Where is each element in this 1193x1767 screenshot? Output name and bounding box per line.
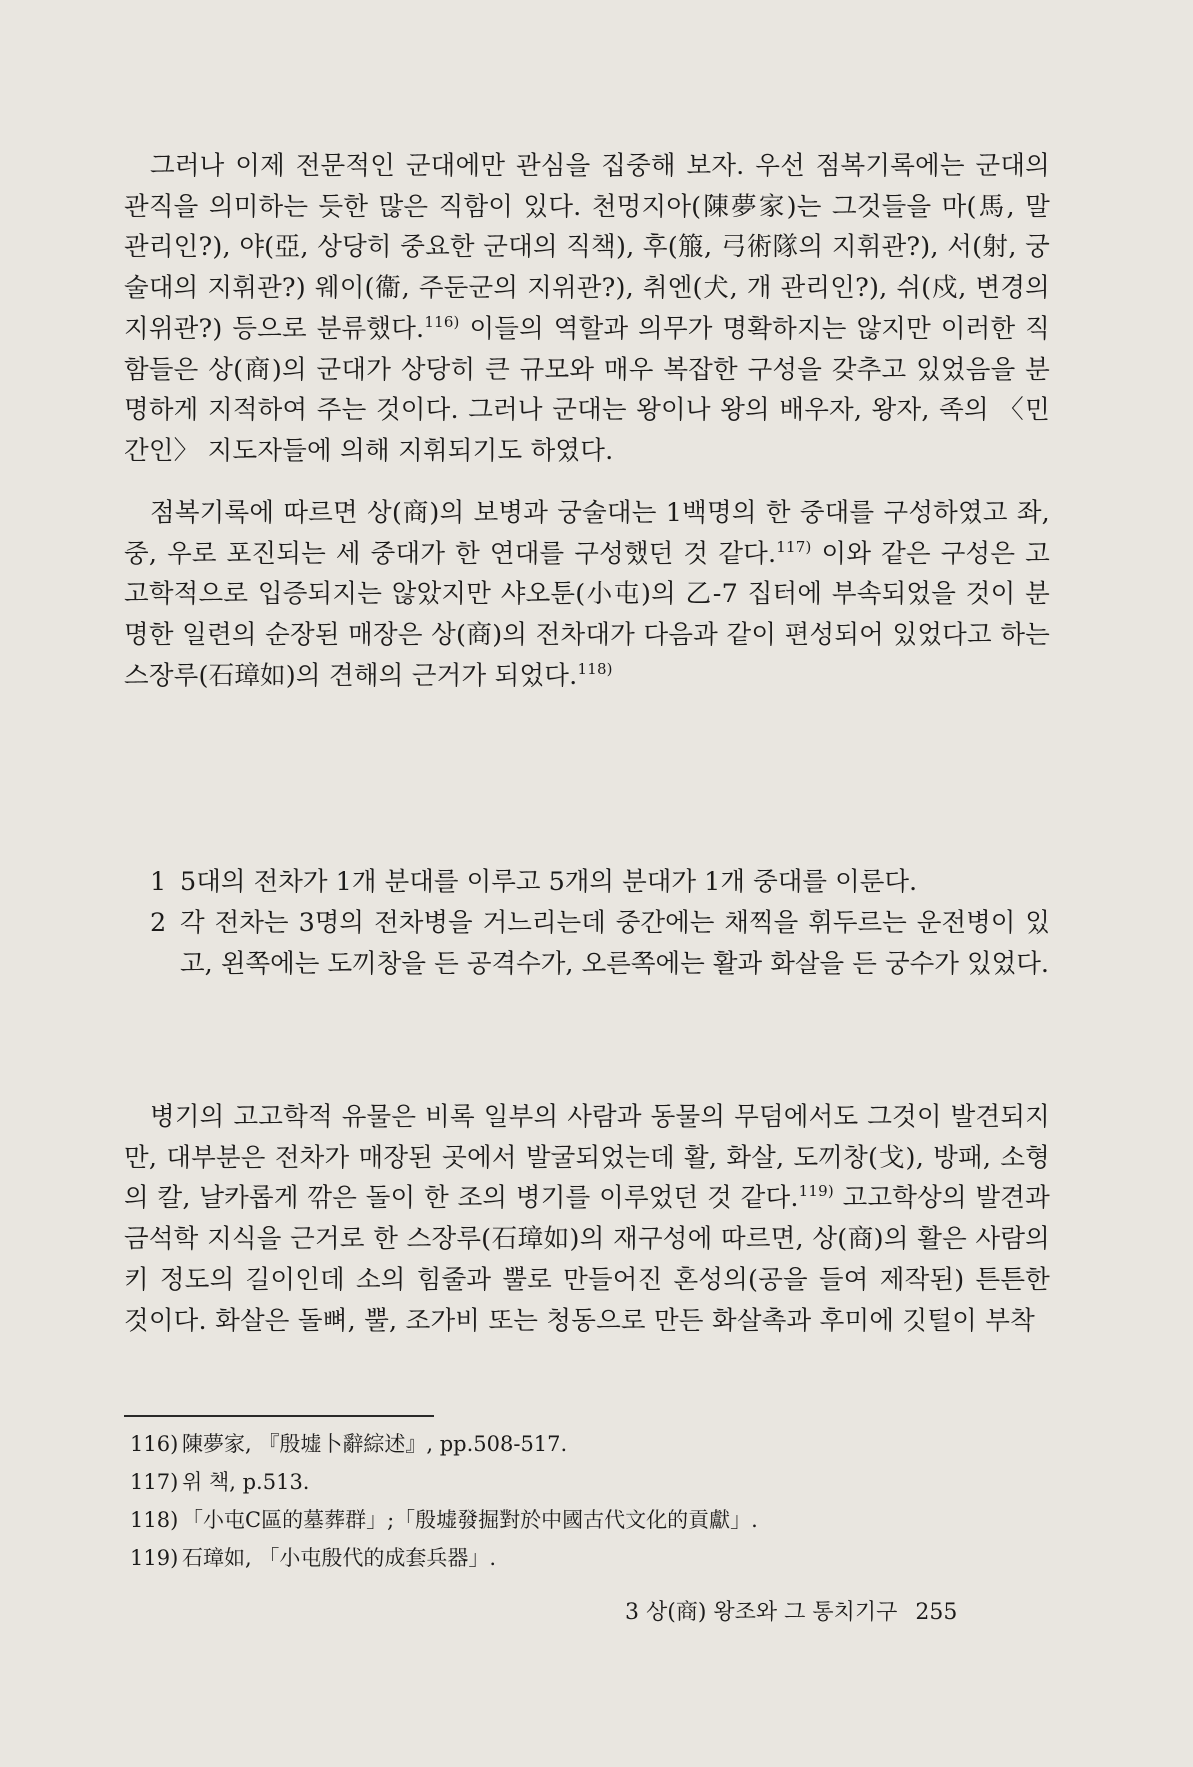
footnote-ref-118: 118) <box>577 659 613 678</box>
footnote-ref-119: 119) <box>798 1182 834 1201</box>
numbered-list <box>150 862 1050 985</box>
list-item <box>150 903 1050 985</box>
footnote-text: 「小屯C區的墓葬群」;「殷墟發掘對於中國古代文化的貢獻」. <box>182 1508 758 1532</box>
body-paragraph-1 <box>124 146 1050 472</box>
page-number: 255 <box>915 1600 958 1625</box>
footnote-number: 117) <box>130 1470 179 1494</box>
footnote-number: 119) <box>130 1546 179 1570</box>
footnote-text: 陳夢家, 『殷墟卜辭綜述』, pp.508-517. <box>182 1432 568 1456</box>
list-text: 각 전차는 3명의 전차병을 거느리는데 중간에는 채찍을 휘두르는 운전병이 있고, 왼쪽에는 도끼창을 든 공격수가, 오른쪽에는 활과 화살을 든 궁수가 있었다. <box>180 908 1050 979</box>
list-item <box>150 862 1050 903</box>
paragraph-text: 점복기록에 따르면 상(商)의 보병과 궁술대는 1백명의 한 중대를 구성하였고 좌, 중, 우로 포진되는 세 중대가 한 연대를 구성했던 것 같다. <box>124 498 1050 569</box>
list-number: 2 <box>150 908 167 938</box>
footnote-ref-116: 116) <box>424 312 460 331</box>
footnote-number: 116) <box>130 1432 179 1456</box>
body-paragraph-2 <box>124 493 1050 697</box>
footnote <box>130 1463 1030 1501</box>
paragraph-text: 이들의 역할과 의무가 명확하지는 않지만 이러한 직함들은 상(商)의 군대가 상당히 큰 규모와 매우 복잡한 구성을 갖추고 있었음을 분명하게 지적하여 주는 것이다. 그러나 군대는 왕이나 왕의 배우자, 왕자, 족의 〈민간인〉 지도자들에 의해 지휘되기도 하였다. <box>124 313 1050 466</box>
paragraph-text: 고고학상의 발견과 금석학 지식을 근거로 한 스장루(石璋如)의 재구성에 따르면, 상(商)의 활은 사람의 키 정도의 길이인데 소의 힘줄과 뿔로 만들어진 혼성의(공을 들여 제작된) 튼튼한 것이다. 화살은 돌뼈, 뿔, 조가비 또는 청동으로 만든 화살촉과 후미에 깃털이 부착 <box>124 1183 1050 1336</box>
paragraph-text: 그러나 이제 전문적인 군대에만 관심을 집중해 보자. 우선 점복기록에는 군대의 관직을 의미하는 듯한 많은 직함이 있다. 천멍지아(陳夢家)는 그것들을 마(馬, 말 관리인?), 야(亞, 상당히 중요한 군대의 직책), 후(箙, 弓術隊의 지휘관?), 서(射, 궁술대의 지휘관?) 웨이(衞, 주둔군의 지위관?), 취엔(犬, 개 관리인?), 쉬(戍, 변경의 지위관?) 등으로 분류했다. <box>124 151 1050 344</box>
footnote-divider <box>124 1415 434 1417</box>
footnote <box>130 1539 1030 1577</box>
body-paragraph-3 <box>124 1097 1050 1341</box>
chapter-title: 3 상(商) 왕조와 그 통치기구 <box>625 1600 898 1625</box>
paragraph-text: 이와 같은 구성은 고고학적으로 입증되지는 않았지만 샤오툰(小屯)의 乙-7 집터에 부속되었을 것이 분명한 일련의 순장된 매장은 상(商)의 전차대가 다음과 같이 편성되어 있었다고 하는 스장루(石璋如)의 견해의 근거가 되었다. <box>124 538 1050 691</box>
footnote-number: 118) <box>130 1508 179 1532</box>
paragraph-text: 병기의 고고학적 유물은 비록 일부의 사람과 동물의 무덤에서도 그것이 발견되지만, 대부분은 전차가 매장된 곳에서 발굴되었는데 활, 화살, 도끼창(戈), 방패, 소형의 칼, 날카롭게 깎은 돌이 한 조의 병기를 이루었던 것 같다. <box>124 1102 1050 1214</box>
footnote <box>130 1501 1030 1539</box>
list-text: 5대의 전차가 1개 분대를 이루고 5개의 분대가 1개 중대를 이룬다. <box>180 867 918 897</box>
running-footer <box>625 1595 957 1626</box>
footnote <box>130 1425 1030 1463</box>
footnote-text: 石璋如, 「小屯殷代的成套兵器」. <box>182 1546 497 1570</box>
footnote-text: 위 책, p.513. <box>182 1470 310 1494</box>
list-number: 1 <box>150 867 167 897</box>
footnotes <box>130 1425 1030 1577</box>
footnote-ref-117: 117) <box>776 537 812 556</box>
